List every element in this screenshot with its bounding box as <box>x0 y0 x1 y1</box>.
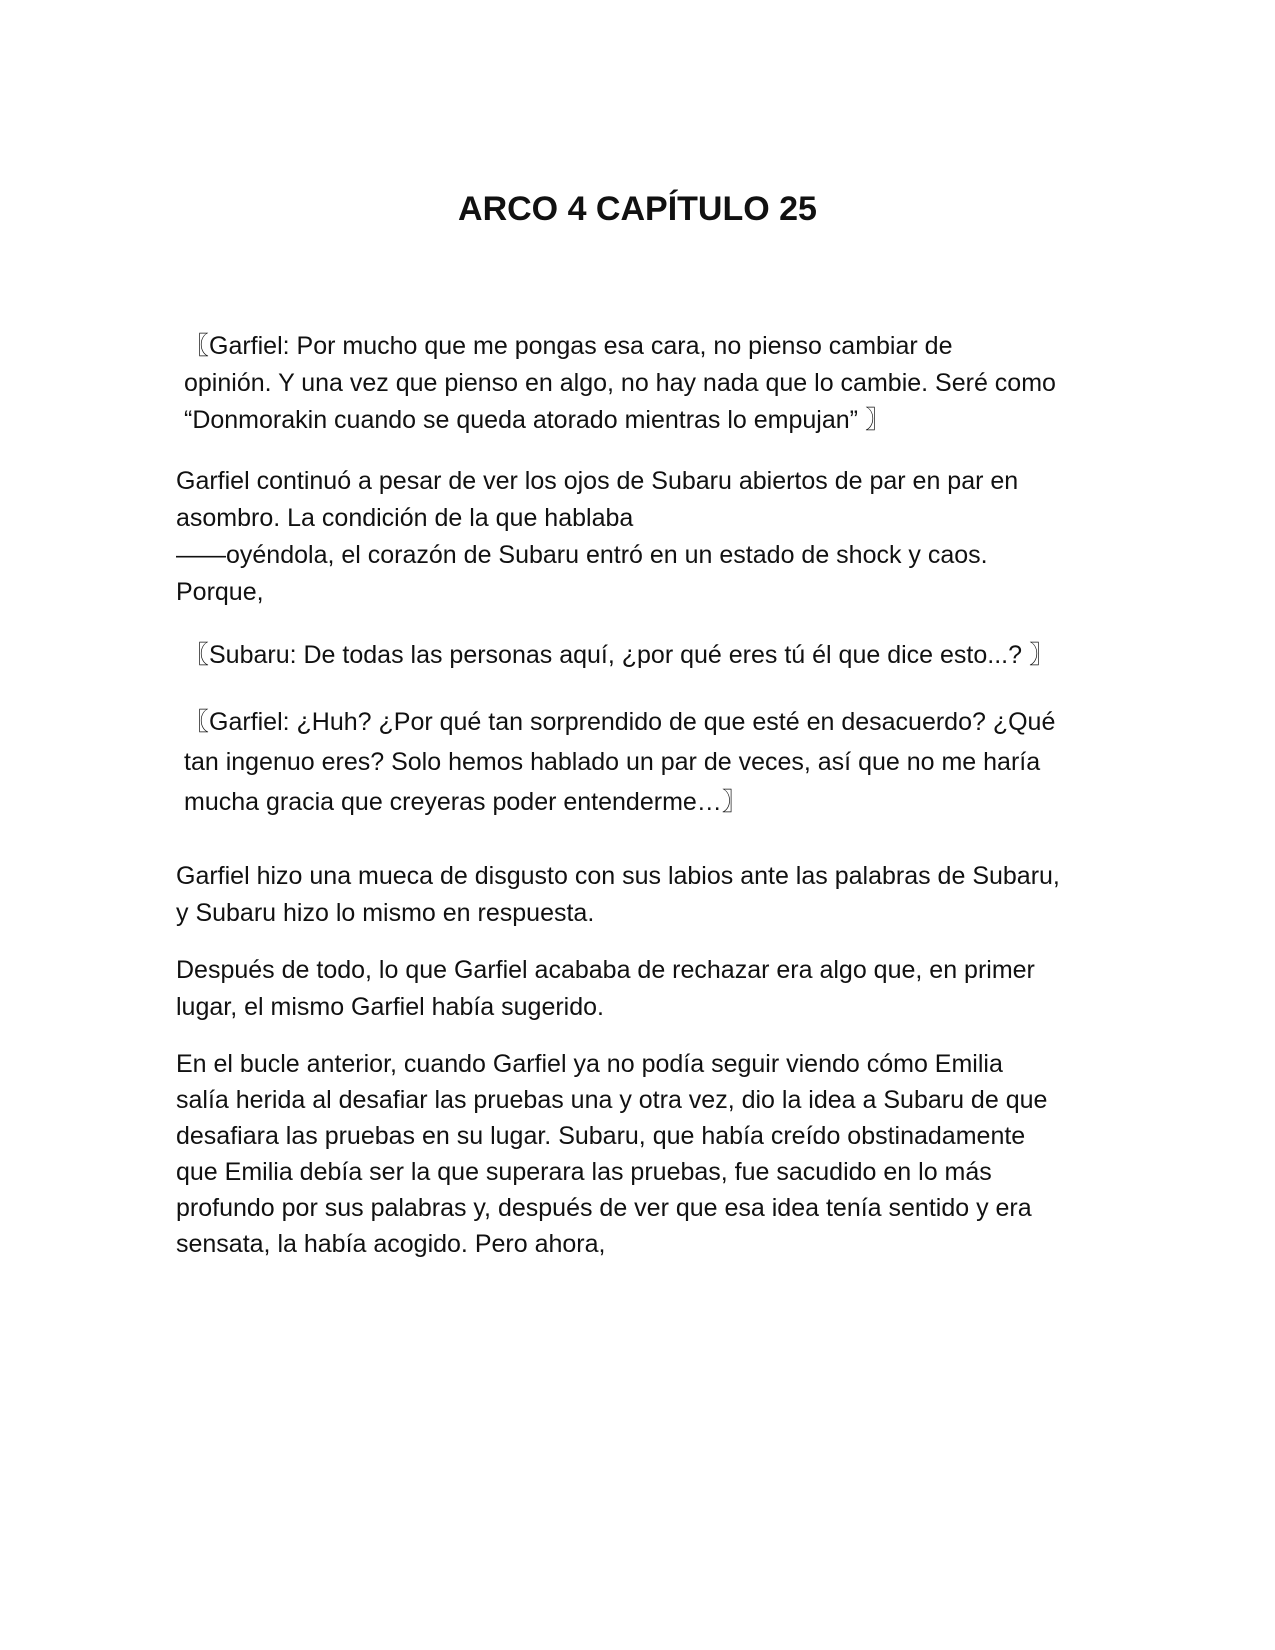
text-line: opinión. Y una vez que pienso en algo, no hay nada que lo cambie. Seré como <box>184 369 1056 397</box>
text-line: mucha gracia que creyeras poder entenderme…〗 <box>184 788 747 816</box>
paragraph-narration-2 <box>176 858 1096 932</box>
text-line: 〖Garfiel: ¿Huh? ¿Por qué tan sorprendido de que esté en desacuerdo? ¿Qué <box>184 708 1056 736</box>
text-line: Porque, <box>176 578 264 606</box>
text-line: “Donmorakin cuando se queda atorado mientras lo empujan” 〗 <box>184 406 890 434</box>
text-line: Garfiel continuó a pesar de ver los ojos de Subaru abiertos de par en par en <box>176 467 1019 495</box>
text-line: tan ingenuo eres? Solo hemos hablado un par de veces, así que no me haría <box>184 748 1041 776</box>
text-line: En el bucle anterior, cuando Garfiel ya no podía seguir viendo cómo Emilia <box>176 1050 1003 1078</box>
text-line: sensata, la había acogido. Pero ahora, <box>176 1230 606 1258</box>
chapter-body <box>176 328 1096 1282</box>
text-line: y Subaru hizo lo mismo en respuesta. <box>176 899 595 927</box>
paragraph-narration-1 <box>176 463 1096 611</box>
text-line: Después de todo, lo que Garfiel acababa de rechazar era algo que, en primer <box>176 956 1035 984</box>
paragraph-narration-3 <box>176 952 1096 1026</box>
chapter-title: ARCO 4 CAPÍTULO 25 <box>458 190 817 228</box>
text-line: profundo por sus palabras y, después de ver que esa idea tenía sentido y era <box>176 1194 1032 1222</box>
text-line: Garfiel hizo una mueca de disgusto con sus labios ante las palabras de Subaru, <box>176 862 1060 890</box>
text-line: salía herida al desafiar las pruebas una y otra vez, dio la idea a Subaru de que <box>176 1086 1048 1114</box>
text-line: 〖Subaru: De todas las personas aquí, ¿por qué eres tú él que dice esto...? 〗 <box>184 641 1054 669</box>
text-line: lugar, el mismo Garfiel había sugerido. <box>176 993 604 1021</box>
paragraph-dialogue-garfiel-2 <box>176 702 1096 822</box>
text-line: que Emilia debía ser la que superara las pruebas, fue sacudido en lo más <box>176 1158 992 1186</box>
paragraph-narration-4 <box>176 1046 1096 1262</box>
text-line: asombro. La condición de la que hablaba <box>176 504 634 532</box>
text-line: 〖Garfiel: Por mucho que me pongas esa cara, no pienso cambiar de <box>184 332 953 360</box>
paragraph-dialogue-subaru <box>176 637 1096 674</box>
text-line: desafiara las pruebas en su lugar. Subaru, que había creído obstinadamente <box>176 1122 1026 1150</box>
paragraph-dialogue-garfiel-1 <box>176 328 1096 439</box>
text-line: ——oyéndola, el corazón de Subaru entró en un estado de shock y caos. <box>176 541 988 569</box>
